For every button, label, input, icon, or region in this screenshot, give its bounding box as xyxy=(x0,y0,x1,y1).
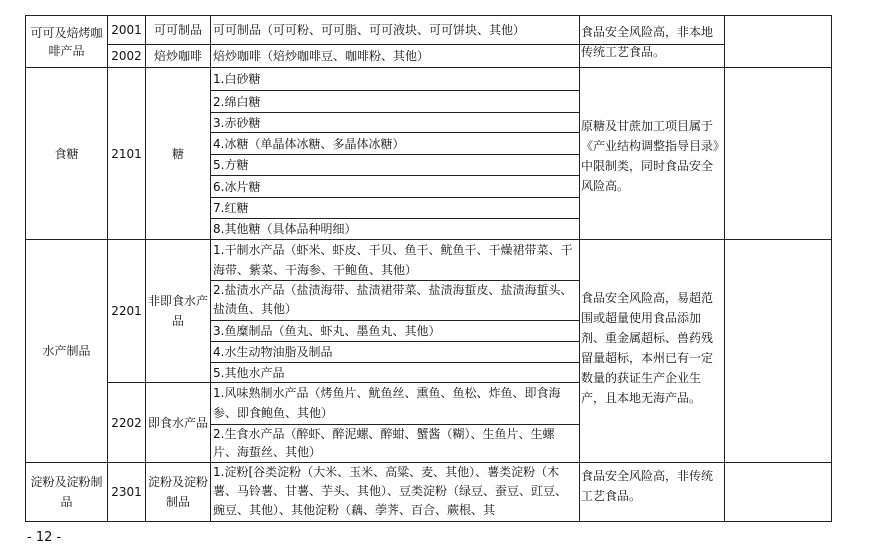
table-rule xyxy=(210,15,211,522)
name-cell: 淀粉及淀粉制品 xyxy=(148,475,208,509)
desc-cell: 焙炒咖啡（焙炒咖啡豆、咖啡粉、其他） xyxy=(213,49,430,63)
list-item: 1.白砂糖 xyxy=(213,72,261,86)
list-item: 3.鱼糜制品（鱼丸、虾丸、墨鱼丸、其他） xyxy=(213,324,441,338)
table-rule xyxy=(579,15,580,522)
list-item: 6.冰片糖 xyxy=(213,179,261,194)
list-item: 1.淀粉[谷类淀粉（大米、玉米、高粱、麦、其他）、薯类淀粉（木薯、马铃薯、甘薯、芋头、其他）、豆类淀粉（绿豆、蚕豆、豇豆、豌豆、其他）、其他淀粉（藕、荸荠、百合、蕨根、其 xyxy=(213,465,568,517)
code-cell: 2002 xyxy=(111,49,142,63)
list-item: 2.盐渍水产品（盐渍海带、盐渍裙带菜、盐渍海蜇皮、盐渍海蜇头、盐渍鱼、其他） xyxy=(213,283,573,316)
category-cell: 可可及焙烤咖啡产品 xyxy=(30,25,103,58)
reason-cell: 食品安全风险高，非传统工艺食品。 xyxy=(581,469,714,503)
table-rule xyxy=(25,15,26,522)
list-item: 3.赤砂糖 xyxy=(213,115,261,130)
code-cell: 2201 xyxy=(111,304,142,318)
name-cell: 糖 xyxy=(171,146,184,161)
name-cell: 即食水产品 xyxy=(148,415,208,430)
list-item: 5.其他水产品 xyxy=(213,365,285,380)
list-item: 2.绵白糖 xyxy=(213,94,261,109)
page-number: - 12 - xyxy=(27,530,62,545)
list-item: 7.红糖 xyxy=(213,201,249,215)
category-cell: 食糖 xyxy=(54,146,79,161)
reason-cell: 原糖及甘蔗加工项目属于《产业结构调整指导目录》中限制类，同时食品安全风险高。 xyxy=(581,119,720,193)
list-item: 1.风味熟制水产品（烤鱼片、鱿鱼丝、熏鱼、鱼松、炸鱼、即食海参、即食鲍鱼、其他） xyxy=(213,386,561,420)
list-item: 2.生食水产品（醉虾、醉泥螺、醉蚶、蟹酱（糊）、生鱼片、生螺片、海蜇丝、其他） xyxy=(213,427,555,459)
list-item: 1.干制水产品（虾米、虾皮、干贝、鱼干、鱿鱼干、干燥裙带菜、干海带、紫菜、干海参、干鲍鱼、其他） xyxy=(213,243,573,277)
list-item: 5.方糖 xyxy=(213,158,249,172)
table-rule xyxy=(831,15,832,522)
name-cell: 非即食水产品 xyxy=(148,294,208,328)
list-item: 4.水生动物油脂及制品 xyxy=(213,345,333,359)
list-item: 4.冰糖（单晶体冰糖、多晶体冰糖） xyxy=(213,136,405,151)
reason-cell: 食品安全风险高，非本地传统工艺食品。 xyxy=(581,25,714,59)
code-cell: 2301 xyxy=(111,485,142,499)
table-rule xyxy=(25,521,832,522)
code-cell: 2001 xyxy=(111,23,142,37)
desc-cell: 可可制品（可可粉、可可脂、可可液块、可可饼块、其他） xyxy=(213,23,526,37)
code-cell: 2101 xyxy=(111,146,142,161)
reason-cell: 食品安全风险高，易超范围或超量使用食品添加剂、重金属超标、兽药残留量超标，本州已有一定数量的获证生产企业生产，且本地无海产品。 xyxy=(581,291,714,405)
table-rule xyxy=(724,15,725,522)
code-cell: 2202 xyxy=(111,415,142,430)
list-item: 8.其他糖（具体品种明细） xyxy=(213,222,357,236)
category-cell: 淀粉及淀粉制品 xyxy=(30,475,103,509)
category-cell: 水产制品 xyxy=(42,344,91,358)
name-cell: 焙炒咖啡 xyxy=(153,49,202,63)
name-cell: 可可制品 xyxy=(153,23,202,37)
